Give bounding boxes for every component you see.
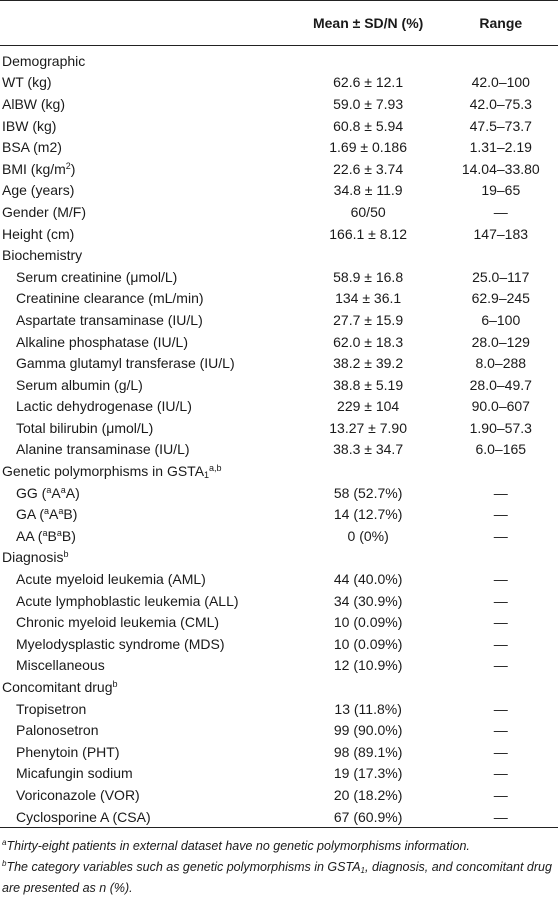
- row-mean-cell: 38.2 ± 39.2: [333, 355, 404, 372]
- table-row: [0, 763, 558, 785]
- table-row: [0, 784, 558, 806]
- row-label-cell: [0, 331, 293, 353]
- row-label-superscript: b: [112, 679, 118, 690]
- section-row: [0, 244, 558, 266]
- table-row: [0, 158, 558, 180]
- genotype-superscript: a: [42, 527, 48, 538]
- table-row: [0, 719, 558, 741]
- row-range-cell: —: [493, 743, 508, 760]
- row-mean-cell: 59.0 ± 7.93: [333, 95, 404, 112]
- row-label-cell: [0, 266, 293, 288]
- row-label-cell: [0, 611, 293, 633]
- row-range-cell: 6–100: [481, 311, 521, 328]
- footnote-b-mark: b: [2, 859, 7, 868]
- section-row: [0, 547, 558, 569]
- row-range-cell: 28.0–129: [471, 333, 530, 350]
- row-mean-cell: 60/50: [350, 203, 386, 220]
- row-label-cell: [0, 201, 293, 223]
- table-row: [0, 115, 558, 137]
- row-label: Aspartate transaminase (IU/L): [16, 311, 203, 328]
- table-row: [0, 806, 558, 828]
- row-mean-cell: 19 (17.3%): [333, 765, 403, 782]
- row-label-cell: [0, 439, 293, 461]
- row-range-cell: 147–183: [473, 225, 529, 242]
- row-label-cell: [0, 655, 293, 677]
- row-label: Chronic myeloid leukemia (CML): [16, 614, 220, 631]
- row-range-cell: 28.0–49.7: [469, 376, 532, 393]
- row-label-cell: [0, 309, 293, 331]
- table-row: [0, 698, 558, 720]
- row-range-cell: 62.9–245: [471, 290, 530, 307]
- row-label-cell: [0, 158, 293, 180]
- genotype-allele: B: [63, 506, 73, 523]
- row-label: Total bilirubin (μmol/L): [16, 419, 154, 436]
- row-label-subscript: 1: [204, 470, 210, 481]
- footnote-a-mark: a: [2, 838, 7, 847]
- table-row: [0, 223, 558, 245]
- row-label: IBW (kg): [2, 117, 57, 134]
- footnote-a-text: Thirty-eight patients in external dataset have no genetic polymorphisms information.: [6, 839, 470, 853]
- row-range-cell: [444, 547, 558, 569]
- row-range-cell: 90.0–607: [471, 398, 530, 415]
- genotype-allele: A: [49, 506, 59, 523]
- row-label-suffix: ): [71, 527, 76, 544]
- row-range-cell: —: [493, 592, 508, 609]
- row-mean-cell: 14 (12.7%): [333, 506, 403, 523]
- row-label: Voriconazole (VOR): [16, 786, 140, 803]
- row-mean-cell: 38.8 ± 5.19: [333, 376, 404, 393]
- row-label: Demographic: [2, 52, 86, 69]
- row-mean-cell: 62.6 ± 12.1: [333, 74, 404, 91]
- row-label: Acute myeloid leukemia (AML): [16, 571, 206, 588]
- row-mean-cell: 13 (11.8%): [334, 700, 402, 717]
- row-mean-cell: 34.8 ± 11.9: [333, 182, 403, 199]
- genotype-allele: B: [47, 527, 57, 544]
- row-mean-cell: 0 (0%): [347, 527, 389, 544]
- row-label: Palonosetron: [16, 722, 99, 739]
- row-range-cell: —: [493, 657, 508, 674]
- row-label: AlBW (kg): [2, 95, 65, 112]
- row-range-cell: —: [444, 806, 558, 828]
- table-row: [0, 741, 558, 763]
- row-label: Genetic polymorphisms in GSTA: [2, 463, 205, 480]
- row-label: Serum creatinine (μmol/L): [16, 268, 178, 285]
- row-label-cell: [0, 374, 293, 396]
- row-label-cell: [0, 633, 293, 655]
- table-footnotes: [2, 836, 554, 899]
- table-row: [0, 180, 558, 202]
- row-label-cell: [0, 417, 293, 439]
- row-label-suffix: ): [72, 506, 78, 523]
- row-label: Cyclosporine A (CSA): [16, 808, 151, 825]
- row-label-cell: [0, 590, 293, 612]
- table-row: [0, 417, 558, 439]
- row-label: Biochemistry: [2, 247, 83, 264]
- table-row: [0, 439, 558, 461]
- row-range-cell: —: [493, 765, 508, 782]
- row-range-cell: —: [493, 635, 508, 652]
- table-row: [0, 309, 558, 331]
- row-range-cell: 42.0–75.3: [469, 95, 532, 112]
- row-range-cell: —: [493, 786, 508, 803]
- row-label: Acute lymphoblastic leukemia (ALL): [16, 592, 239, 609]
- row-mean-cell: 10 (0.09%): [333, 614, 403, 631]
- row-label: Age (years): [2, 182, 75, 199]
- row-range-cell: [444, 244, 558, 266]
- row-mean-cell: 58 (52.7%): [333, 484, 403, 501]
- row-range-cell: —: [493, 527, 508, 544]
- row-label-cell: [0, 741, 293, 763]
- row-label-cell: [0, 180, 293, 202]
- table-row: [0, 396, 558, 418]
- row-label-superscript: a,b: [209, 463, 222, 474]
- table-row: [0, 266, 558, 288]
- row-label-cell: [0, 136, 293, 158]
- row-label: Height (cm): [2, 225, 75, 242]
- header-label: [0, 1, 293, 46]
- row-label: Lactic dehydrogenase (IU/L): [16, 398, 192, 415]
- row-label-superscript: b: [63, 549, 69, 560]
- row-mean-cell: 58.9 ± 16.8: [333, 268, 404, 285]
- row-label-cell: [0, 223, 293, 245]
- footnote-b-subscript: 1: [360, 866, 365, 875]
- row-label-cell: [0, 482, 293, 504]
- footnote-b-text-2: , diagnosis, and concomitant drug are presented as n (%).: [2, 860, 552, 895]
- row-mean-cell: 13.27 ± 7.90: [329, 419, 407, 436]
- row-mean-cell: 99 (90.0%): [333, 722, 403, 739]
- table-row: [0, 352, 558, 374]
- header-mean: Mean ± SD/N (%): [293, 1, 444, 46]
- row-mean-cell: 67 (60.9%): [293, 806, 444, 828]
- genotype-superscript: a: [56, 527, 62, 538]
- row-label-cell: [0, 244, 293, 266]
- row-mean-cell: 98 (89.1%): [333, 743, 403, 760]
- section-row: [0, 676, 558, 698]
- row-mean-cell: [293, 460, 444, 482]
- row-label-cell: [0, 547, 293, 569]
- table-row: [0, 611, 558, 633]
- row-label: Diagnosis: [2, 549, 64, 566]
- row-label: Serum albumin (g/L): [16, 376, 143, 393]
- table-row: [0, 525, 558, 547]
- footnote-b-text-1: The category variables such as genetic polymorphisms in GSTA: [6, 860, 361, 874]
- table-row: [0, 590, 558, 612]
- table-row: [0, 568, 558, 590]
- row-label: Tropisetron: [16, 700, 87, 717]
- row-range-cell: 42.0–100: [471, 74, 530, 91]
- genotype-superscript: a: [46, 484, 52, 495]
- row-range-cell: 1.31–2.19: [469, 139, 532, 156]
- row-label: BSA (m2): [2, 139, 62, 156]
- row-range-cell: —: [493, 484, 508, 501]
- row-label: WT (kg): [2, 74, 52, 91]
- row-label-cell: [0, 460, 293, 482]
- row-label: Gender (M/F): [2, 203, 87, 220]
- row-label-suffix: ): [70, 160, 76, 177]
- row-label: Myelodysplastic syndrome (MDS): [16, 635, 225, 652]
- row-range-cell: 14.04–33.80: [461, 160, 540, 177]
- table-row: [0, 93, 558, 115]
- row-mean-cell: 60.8 ± 5.94: [333, 117, 404, 134]
- table-row: [0, 374, 558, 396]
- row-range-cell: —: [493, 700, 508, 717]
- header-range: Range: [444, 1, 558, 46]
- section-row: [0, 46, 558, 72]
- row-range-cell: 8.0–288: [475, 355, 527, 372]
- footnote-b: [2, 857, 554, 899]
- row-range-cell: 6.0–165: [475, 441, 527, 458]
- row-label-cell: [0, 806, 293, 828]
- genotype-superscript: a: [44, 506, 50, 517]
- row-mean-cell: 22.6 ± 3.74: [333, 160, 404, 177]
- row-label-cell: [0, 46, 293, 72]
- section-row: [0, 460, 558, 482]
- row-label: Concomitant drug: [2, 679, 113, 696]
- row-label-cell: [0, 719, 293, 741]
- row-label: Phenytoin (PHT): [16, 743, 120, 760]
- row-label-superscript: 2: [65, 160, 71, 171]
- row-range-cell: [444, 460, 558, 482]
- row-label-cell: [0, 568, 293, 590]
- row-range-cell: [444, 46, 558, 72]
- row-mean-cell: 12 (10.9%): [333, 657, 403, 674]
- genotype-allele: A: [65, 484, 76, 501]
- row-label: Micafungin sodium: [16, 765, 133, 782]
- row-range-cell: —: [493, 506, 508, 523]
- row-label: Gamma glutamyl transferase (IU/L): [16, 355, 235, 372]
- row-range-cell: —: [493, 722, 508, 739]
- genotype-allele: B: [61, 527, 72, 544]
- genotype-superscript: a: [58, 506, 64, 517]
- row-label: GG (: [16, 484, 47, 501]
- row-label-cell: [0, 352, 293, 374]
- table-row: [0, 72, 558, 94]
- row-label-cell: [0, 525, 293, 547]
- table-row: [0, 633, 558, 655]
- row-label: BMI (kg/m: [2, 160, 66, 177]
- row-range-cell: —: [493, 571, 508, 588]
- row-label: GA (: [16, 506, 45, 523]
- genotype-allele: A: [51, 484, 61, 501]
- row-range-cell: —: [493, 614, 508, 631]
- row-range-cell: —: [493, 203, 508, 220]
- table-row: [0, 288, 558, 310]
- table-row: [0, 482, 558, 504]
- row-mean-cell: 229 ± 104: [337, 398, 400, 415]
- table-row: [0, 655, 558, 677]
- row-label-cell: [0, 503, 293, 525]
- row-label: Creatinine clearance (mL/min): [16, 290, 204, 307]
- row-label-cell: [0, 698, 293, 720]
- table-row: [0, 136, 558, 158]
- row-mean-cell: [293, 676, 444, 698]
- row-range-cell: [444, 676, 558, 698]
- row-mean-cell: 38.3 ± 34.7: [333, 441, 404, 458]
- table-header-row: [0, 1, 558, 46]
- row-mean-cell: 27.7 ± 15.9: [333, 311, 404, 328]
- row-label-cell: [0, 288, 293, 310]
- row-mean-cell: 20 (18.2%): [333, 786, 403, 803]
- row-label-cell: [0, 72, 293, 94]
- row-label-cell: [0, 93, 293, 115]
- row-label-suffix: ): [75, 484, 80, 501]
- row-mean-cell: 1.69 ± 0.186: [329, 139, 407, 156]
- row-label: Alkaline phosphatase (IU/L): [16, 333, 188, 350]
- row-range-cell: 25.0–117: [472, 268, 530, 285]
- row-mean-cell: [293, 244, 444, 266]
- row-label-cell: [0, 396, 293, 418]
- row-mean-cell: 166.1 ± 8.12: [329, 225, 407, 242]
- row-label: Miscellaneous: [16, 657, 105, 674]
- row-mean-cell: [293, 46, 444, 72]
- row-label: AA (: [16, 527, 43, 544]
- row-mean-cell: 134 ± 36.1: [335, 290, 402, 307]
- row-mean-cell: 34 (30.9%): [333, 592, 403, 609]
- row-mean-cell: 44 (40.0%): [333, 571, 403, 588]
- row-mean-cell: 62.0 ± 18.3: [333, 333, 404, 350]
- row-range-cell: 1.90–57.3: [469, 419, 532, 436]
- row-label-cell: [0, 784, 293, 806]
- row-range-cell: 47.5–73.7: [469, 117, 532, 134]
- row-range-cell: 19–65: [481, 182, 521, 199]
- table-body: [0, 46, 558, 828]
- row-mean-cell: 10 (0.09%): [333, 635, 403, 652]
- row-label: Alanine transaminase (IU/L): [16, 441, 190, 458]
- row-label-cell: [0, 676, 293, 698]
- genotype-superscript: a: [60, 484, 66, 495]
- row-label-cell: [0, 115, 293, 137]
- row-label-cell: [0, 763, 293, 785]
- table-row: [0, 331, 558, 353]
- table-row: [0, 503, 558, 525]
- row-mean-cell: [293, 547, 444, 569]
- footnote-a: [2, 836, 554, 857]
- table-row: [0, 201, 558, 223]
